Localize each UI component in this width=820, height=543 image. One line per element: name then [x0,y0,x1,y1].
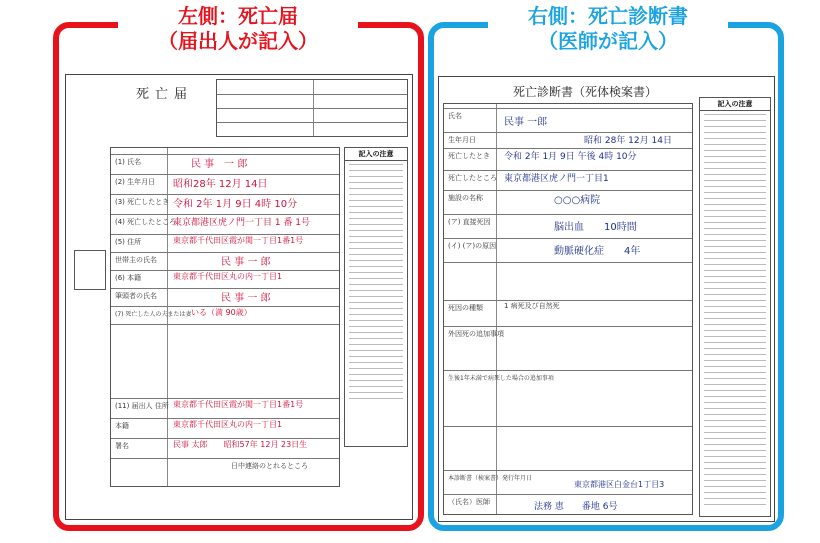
right-heading-title: 右側：死亡診断書 [528,4,688,28]
form-row: 本籍 東京都千代田区丸の内一丁目1 [111,418,339,435]
form-row: (11) 届出人 住所 東京都千代田区霞が関一丁目1番1号 [111,398,339,415]
left-heading [118,4,358,54]
form-row: (5) 住所 東京都千代田区霞が関一丁目1番1号 [111,234,339,251]
form-row: (3) 死亡したとき 令和 2年 1月 9日 4時 10分 [111,194,339,211]
left-heading-title: 左側：死亡届 [178,4,298,28]
office-stamp-block [216,79,408,137]
form-row: 生後1年未満で病死した場合の追加事項 [444,370,692,421]
form-row: 生年月日 昭和 28年 12月 14日 [444,132,692,147]
form-row-blank [444,426,692,467]
form-row: (1) 氏名 民 事 一 郎 [111,154,339,171]
form-row: (4) 死亡したところ 東京都港区虎ノ門一丁目 1 番 1号 [111,214,339,231]
left-heading-subtitle: （届出人が記入） [158,29,318,53]
form-row: (ア) 直接死因 脳出血 10時間 [444,214,692,235]
form-row: 外因死の追加事項 [444,326,692,367]
form-row: 施設の名称 ○○○病院 [444,190,692,207]
form-row: (イ) (ア)の原因 動脈硬化症 4年 [444,238,692,259]
right-notes-header: 記入の注意 [700,98,770,111]
right-heading-subtitle: （医師が記入） [538,29,678,53]
form-row: 筆頭者の氏名 民 事 一 郎 [111,288,339,303]
death-notification-title: 死亡届 [136,87,194,102]
form-row: 死亡したところ 東京都港区虎ノ門一丁目1 [444,170,692,187]
form-row: (7) 死亡した人の夫または妻 いる（満 90歳） [111,306,339,321]
left-notes-header: 記入の注意 [345,148,407,161]
death-notification-form [65,74,413,520]
form-row: 世帯主の氏名 民 事 一 郎 [111,252,339,267]
right-notes-box [699,97,771,517]
form-row: （氏名）医師 法務 恵 番地 6号 [444,494,692,515]
death-certificate-form [438,76,775,522]
form-row: 本診断書（検案書）発行年月日 東京都港区白金台1丁目3 [444,470,692,493]
form-row: 署名 民事 太郎 昭和57年 12月 23日生 [111,438,339,455]
form-row: (6) 本籍 東京都千代田区丸の内一丁目1 [111,270,339,287]
form-row: 死因の種類 1 病死及び自然死 [444,300,692,323]
death-certificate-title: 死亡診断書（死体検案書） [513,85,658,99]
notification-main-grid [110,147,340,487]
form-row-blank [111,324,339,395]
form-row: (2) 生年月日 昭和28年 12月 14日 [111,174,339,191]
form-row-blank [444,262,692,297]
form-row-footer: 日中連絡のとれるところ [111,458,339,489]
left-notes-box [344,147,408,447]
form-row: 氏名 民事 一郎 [444,108,692,131]
left-side-stamp [74,250,106,290]
certificate-main-grid [443,103,693,515]
form-row: 死亡したとき 令和 2年 1月 9日 午後 4時 10分 [444,148,692,165]
right-heading [488,4,728,54]
